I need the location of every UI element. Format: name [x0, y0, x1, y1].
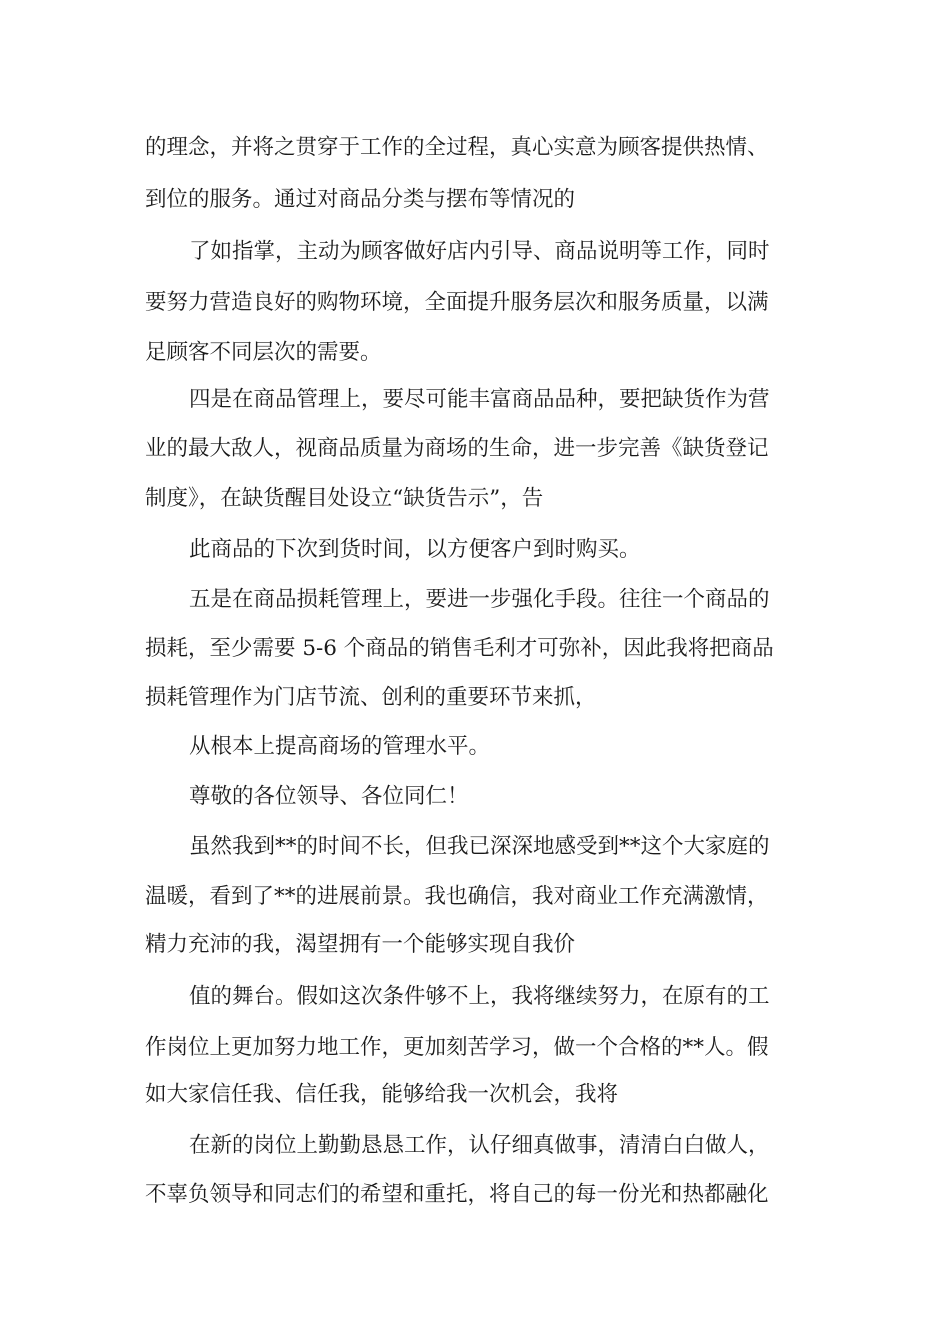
text-line: 制度》，在缺货醒目处设立“缺货告示”，告 — [145, 486, 544, 511]
text-line: 此商品的下次到货时间，以方便客户到时购买。 — [189, 537, 641, 562]
text-line: 足顾客不同层次的需要。 — [145, 340, 382, 365]
text-line: 损耗管理作为门店节流、创利的重要环节来抓， — [145, 685, 597, 710]
text-line: 要努力营造良好的购物环境，全面提升服务层次和服务质量，以满 — [145, 290, 769, 315]
text-line: 温暖，看到了**的进展前景。我也确信，我对商业工作充满激情， — [145, 884, 769, 909]
text-line: 尊敬的各位领导、各位同仁！ — [189, 784, 469, 809]
text-line: 精力充沛的我，渴望拥有一个能够实现自我价 — [145, 932, 576, 957]
text-line: 不辜负领导和同志们的希望和重托，将自己的每一份光和热都融化 — [145, 1182, 769, 1207]
text-line: 五是在商品损耗管理上，要进一步强化手段。往往一个商品的 — [189, 587, 770, 612]
text-line: 虽然我到**的时间不长，但我已深深地感受到**这个大家庭的 — [189, 834, 770, 859]
text-line: 的理念，并将之贯穿于工作的全过程，真心实意为顾客提供热情、 — [145, 135, 769, 160]
text-line: 业的最大敌人，视商品质量为商场的生命，进一步完善《缺货登记 — [145, 436, 769, 461]
text-line: 到位的服务。通过对商品分类与摆布等情况的 — [145, 187, 576, 212]
text-line: 在新的岗位上勤勤恳恳工作，认仔细真做事，清清白白做人， — [189, 1133, 770, 1158]
text-line: 损耗，至少需要 5-6 个商品的销售毛利才可弥补，因此我将把商品 — [145, 636, 774, 661]
text-line: 值的舞台。假如这次条件够不上，我将继续努力，在原有的工 — [189, 984, 770, 1009]
text-line: 了如指掌，主动为顾客做好店内引导、商品说明等工作，同时 — [189, 239, 770, 264]
text-line: 如大家信任我、信任我，能够给我一次机会，我将 — [145, 1082, 619, 1107]
text-line: 作岗位上更加努力地工作，更加刻苦学习，做一个合格的**人。假 — [145, 1035, 769, 1060]
text-line: 从根本上提高商场的管理水平。 — [189, 734, 491, 759]
text-line: 四是在商品管理上，要尽可能丰富商品品种，要把缺货作为营 — [189, 387, 770, 412]
